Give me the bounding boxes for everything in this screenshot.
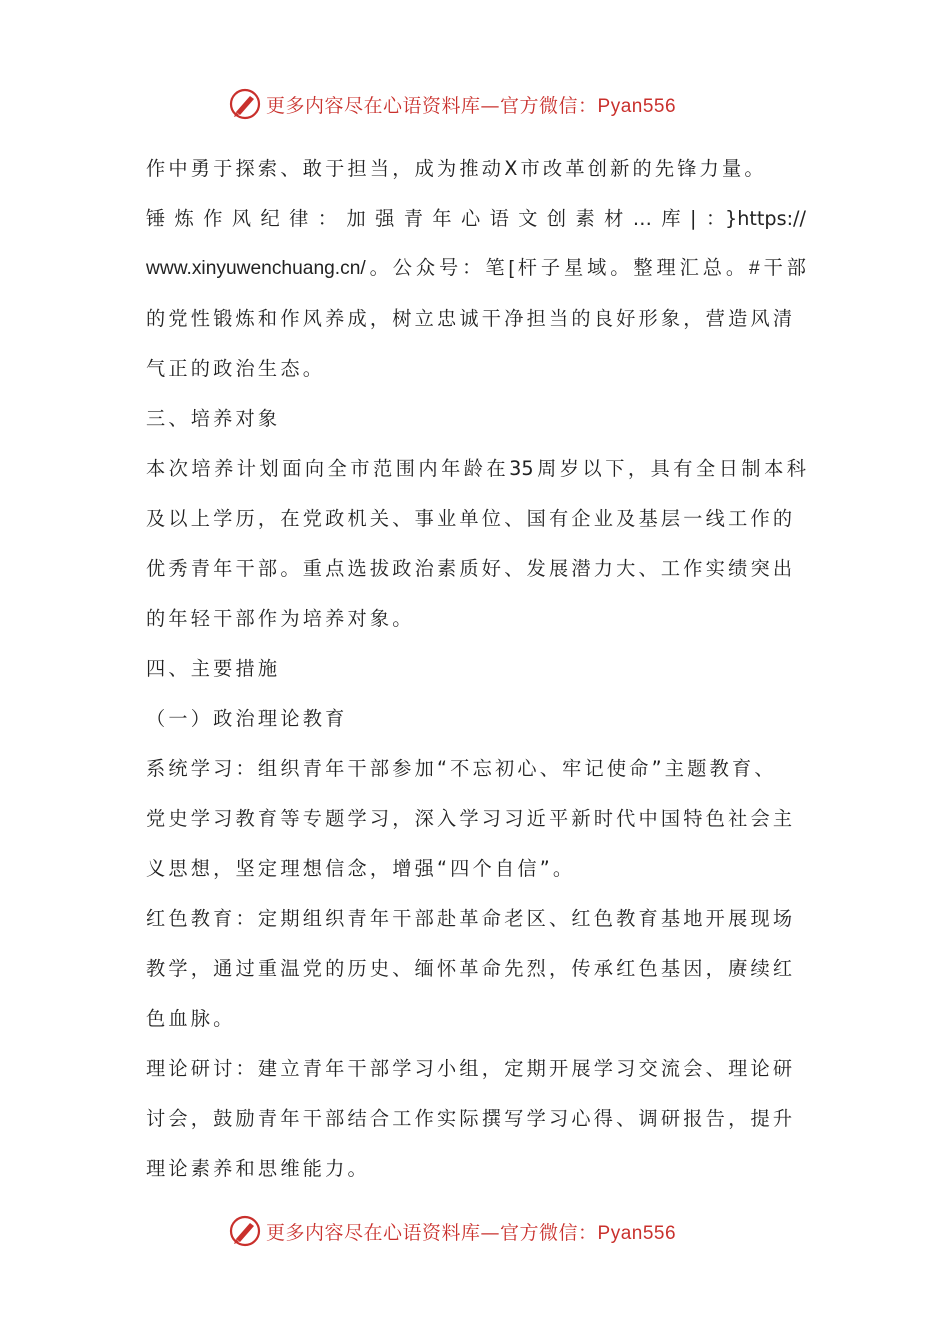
section-heading: 三、培养对象	[146, 407, 281, 430]
text-line: 教学，通过重温党的历史、缅怀革命先烈，传承红色基因，赓续红	[146, 957, 796, 980]
text-line: 义思想，坚定理想信念，增强“四个自信”。	[146, 857, 576, 880]
header-banner	[228, 84, 728, 124]
text-line: 讨会，鼓励青年干部结合工作实际撰写学习心得、调研报告，提升	[146, 1107, 796, 1130]
pen-logo-icon	[228, 1214, 262, 1248]
text-line: 的年轻干部作为培养对象。	[146, 607, 415, 630]
banner-text: 更多内容尽在心语资料库—官方微信：Pyan556	[266, 1221, 677, 1244]
text-line: 色血脉。	[146, 1007, 236, 1030]
footer-banner	[228, 1211, 728, 1251]
text-line: 气正的政治生态。	[146, 357, 326, 380]
wechat-id: Pyan556	[597, 95, 677, 117]
text-line: 理论素养和思维能力。	[146, 1157, 370, 1180]
text-line: 本次培养计划面向全市范围内年龄在35周岁以下，具有全日制本科	[146, 457, 806, 480]
text-line: 红色教育：定期组织青年干部赴革命老区、红色教育基地开展现场	[146, 907, 796, 930]
text-line: 系统学习：组织青年干部参加“不忘初心、牢记使命”主题教育、	[146, 757, 777, 780]
text-line: 理论研讨：建立青年干部学习小组，定期开展学习交流会、理论研	[146, 1057, 796, 1080]
section-heading: 四、主要措施	[146, 657, 281, 680]
subsection-heading: （一）政治理论教育	[146, 707, 348, 730]
text-line: 锤炼作风纪律：加强青年心语文创素材…库|：}https://	[146, 207, 806, 230]
pen-logo-icon	[228, 87, 262, 121]
text-line: 优秀青年干部。重点选拔政治素质好、发展潜力大、工作实绩突出	[146, 557, 796, 580]
text-line: 党史学习教育等专题学习，深入学习习近平新时代中国特色社会主	[146, 807, 796, 830]
text-line: 及以上学历，在党政机关、事业单位、国有企业及基层一线工作的	[146, 507, 796, 530]
text-line: 的党性锻炼和作风养成，树立忠诚干净担当的良好形象，营造风清	[146, 307, 796, 330]
text-line: 作中勇于探索、敢于担当，成为推动X市改革创新的先锋力量。	[146, 157, 767, 180]
document-body	[146, 147, 806, 1197]
wechat-id: Pyan556	[597, 1222, 677, 1244]
banner-text: 更多内容尽在心语资料库—官方微信：Pyan556	[266, 94, 677, 117]
text-line: www.xinyuwenchuang.cn/。公众号：笔[杆子星域。整理汇总。#干部	[146, 258, 806, 279]
